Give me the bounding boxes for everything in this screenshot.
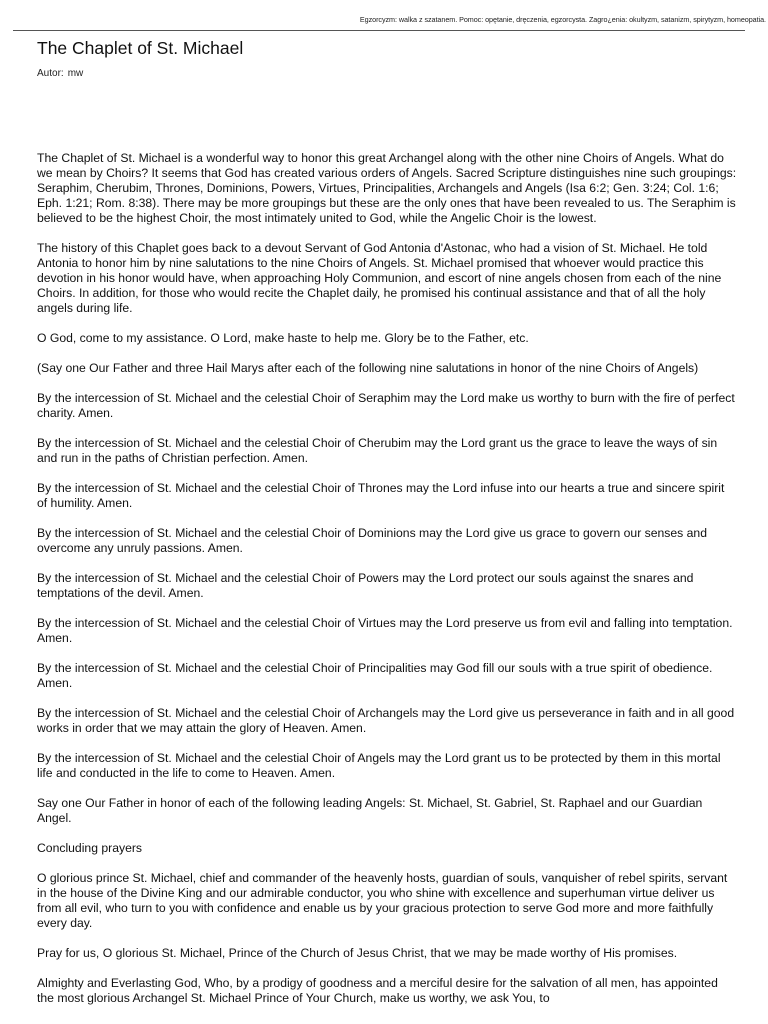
document-title: The Chaplet of St. Michael	[37, 38, 244, 58]
salutation-seraphim: By the intercession of St. Michael and the celestial Choir of Seraphim may the Lord make us worthy to burn with the fire of perfect charity. Amen.	[37, 391, 735, 420]
author-label: Autor:	[37, 68, 64, 79]
document-body	[37, 151, 737, 1021]
salutation-cherubim: By the intercession of St. Michael and the celestial Choir of Cherubim may the Lord grant us the grace to leave the ways of sin and run in the paths of Christian perfection. Amen.	[37, 436, 718, 465]
section-heading-concluding-prayers: Concluding prayers	[37, 841, 143, 855]
salutation-thrones: By the intercession of St. Michael and the celestial Choir of Thrones may the Lord infuse into our hearts a true and sincere spirit of humility. Amen.	[37, 481, 725, 510]
paragraph-history: The history of this Chaplet goes back to a devout Servant of God Antonia d'Astonac, who had a vision of St. Michael. He told Antonia to honor him by nine salutations to the nine Choirs of Angels. St. Michael promised that whoever would practice this devotion in his honor would have, when approaching Holy Communion, and escort of nine angels chosen from each of the nine Choirs. In addition, for those who would recite the Chaplet daily, he promised his continual assistance and that of all the holy angels during life.	[37, 241, 722, 315]
salutation-angels: By the intercession of St. Michael and the celestial Choir of Angels may the Lord grant us to be protected by them in this mortal life and conducted in the life to come to Heaven. Amen.	[37, 751, 721, 780]
salutation-dominions: By the intercession of St. Michael and the celestial Choir of Dominions may the Lord give us grace to govern our senses and overcome any unruly passions. Amen.	[37, 526, 707, 555]
salutation-principalities: By the intercession of St. Michael and the celestial Choir of Principalities may God fill our souls with a true spirit of obedience. Amen.	[37, 661, 713, 690]
paragraph-opening-prayer: O God, come to my assistance. O Lord, make haste to help me. Glory be to the Father, etc.	[37, 331, 529, 345]
salutation-virtues: By the intercession of St. Michael and the celestial Choir of Virtues may the Lord preserve us from evil and falling into temptation. Amen.	[37, 616, 733, 645]
author-line	[37, 68, 83, 79]
salutation-powers: By the intercession of St. Michael and the celestial Choir of Powers may the Lord protect our souls against the snares and temptations of the devil. Amen.	[37, 571, 694, 600]
author-name: mw	[67, 68, 84, 79]
page-header-breadcrumb: Egzorcyzm: walka z szatanem. Pomoc: opętanie, dręczenia, egzorcysta. Zagro¿enia: okultyzm, satanizm, spirytyzm, homeopatia.	[359, 15, 766, 24]
paragraph-instruction: (Say one Our Father and three Hail Marys after each of the following nine salutations in honor of the nine Choirs of Angels)	[37, 361, 699, 375]
header-divider	[13, 30, 745, 31]
paragraph-leading-angels: Say one Our Father in honor of each of the following leading Angels: St. Michael, St. Gabriel, St. Raphael and our Guardian Angel.	[37, 796, 703, 825]
prayer-glorious-prince: O glorious prince St. Michael, chief and commander of the heavenly hosts, guardian of souls, vanquisher of rebel spirits, servant in the house of the Divine King and our admirable conductor, you who shine with excellence and superhuman virtue deliver us from all evil, who turn to you with confidence and enable us by your gracious protection to serve God more and more faithfully every day.	[37, 871, 728, 930]
prayer-pray-for-us: Pray for us, O glorious St. Michael, Prince of the Church of Jesus Christ, that we may be made worthy of His promises.	[37, 946, 678, 960]
prayer-almighty-god: Almighty and Everlasting God, Who, by a prodigy of goodness and a merciful desire for the salvation of all men, has appointed the most glorious Archangel St. Michael Prince of Your Church, make us worthy, we ask You, to	[37, 976, 718, 1005]
paragraph-intro: The Chaplet of St. Michael is a wonderful way to honor this great Archangel along with the other nine Choirs of Angels. What do we mean by Choirs? It seems that God has created various orders of Angels. Sacred Scripture distinguishes nine such groupings: Seraphim, Cherubim, Thrones, Dominions, Powers, Virtues, Principalities, Archangels and Angels (Isa 6:2; Gen. 3:24; Col. 1:6; Eph. 1:21; Rom. 8:38). There may be more groupings but these are the only ones that have been revealed to us. The Seraphim is believed to be the highest Choir, the most intimately united to God, while the Angelic Choir is the lowest.	[37, 151, 737, 225]
salutation-archangels: By the intercession of St. Michael and the celestial Choir of Archangels may the Lord give us perseverance in faith and in all good works in order that we may attain the glory of Heaven. Amen.	[37, 706, 735, 735]
